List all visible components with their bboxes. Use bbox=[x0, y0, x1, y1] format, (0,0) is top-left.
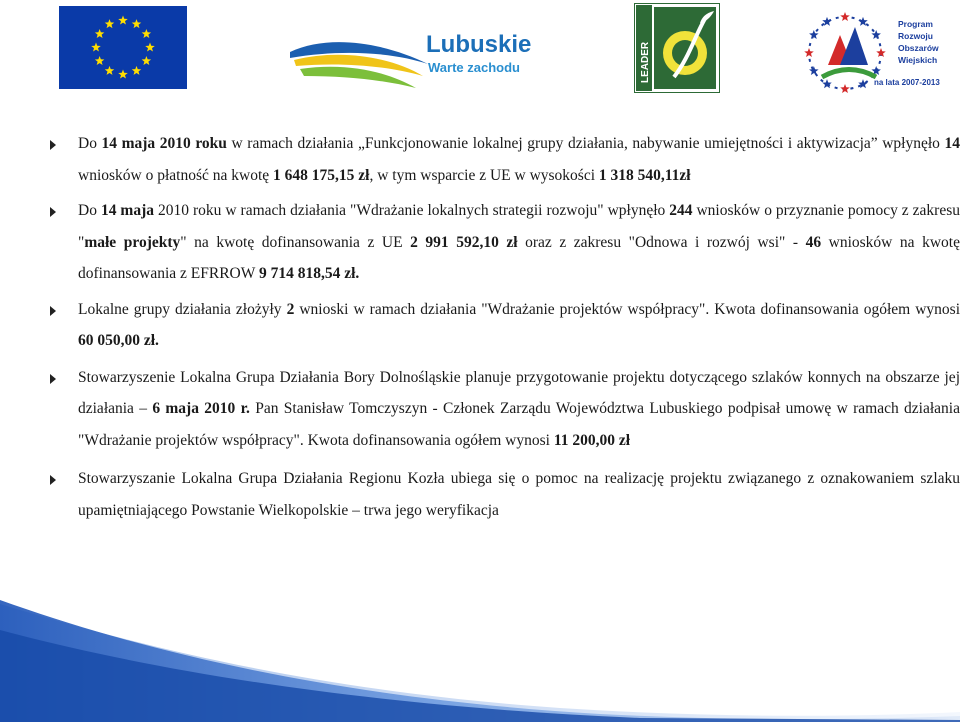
eu-flag-logo bbox=[59, 6, 187, 89]
bullet-bold-segment: 46 bbox=[805, 233, 822, 251]
bullet-bold-segment: 14 maja bbox=[100, 202, 154, 219]
bullet-bold-segment: 1 648 175,15 zł bbox=[273, 166, 370, 184]
bullet-segment: oraz z zakresu "Odnowa i rozwój wsi" - bbox=[517, 233, 806, 251]
bullet-item-3 bbox=[50, 294, 960, 357]
lubuskie-logo bbox=[288, 14, 538, 96]
bullet-segment: " na kwotę dofinansowania z UE bbox=[180, 233, 411, 251]
bullet-arrow-icon bbox=[50, 475, 56, 485]
bullet-segment: wnioski w ramach działania "Wdrażanie projektów współpracy". Kwota dofinansowania ogółem wynosi bbox=[294, 300, 960, 318]
bullet-segment: , w tym wsparcie z UE w wysokości bbox=[369, 166, 599, 184]
bullet-segment: wniosków na kwotę dofinansowania z EFRROW bbox=[78, 233, 960, 282]
bullet-bold-segment: 14 bbox=[944, 135, 960, 152]
decorative-swoosh bbox=[0, 600, 960, 722]
prow-logo bbox=[800, 5, 950, 95]
leader-vertical-text: LEADER bbox=[640, 41, 651, 83]
info-bullet-list bbox=[50, 128, 960, 526]
prow-line4: Wiejskich bbox=[898, 55, 938, 65]
prow-line5: na lata 2007-2013 bbox=[874, 78, 940, 87]
lubuskie-subtitle: Warte zachodu bbox=[428, 60, 520, 75]
bullet-arrow-icon bbox=[50, 207, 56, 217]
bullet-bold-segment: 2 bbox=[286, 300, 295, 318]
bullet-bold-segment: 6 maja 2010 r. bbox=[152, 400, 250, 417]
bullet-segment: Pan Stanisław Tomczyszyn - Członek Zarządu Województwa Lubuskiego podpisał umowę w ramach działania "Wdrażanie projektów współpracy". Kwota dofinansowania ogółem wynosi bbox=[78, 400, 960, 449]
bullet-segment: Do bbox=[78, 135, 102, 152]
prow-star-icon bbox=[840, 12, 850, 21]
bullet-item-5 bbox=[50, 463, 960, 526]
prow-star-icon bbox=[840, 84, 850, 93]
prow-line3: Obszarów bbox=[898, 43, 939, 53]
prow-line2: Rozwoju bbox=[898, 31, 933, 41]
bullet-segment: w ramach działania „Funkcjonowanie lokalnej grupy działania, nabywanie umiejętności i aktywizacja” wpłynęło bbox=[226, 135, 945, 152]
bullet-bold-segment: 14 maja 2010 roku bbox=[101, 135, 227, 152]
bullet-text bbox=[78, 369, 960, 449]
bullet-bold-segment: 1 318 540,11zł bbox=[598, 166, 691, 184]
bullet-bold-segment: 11 200,00 zł bbox=[553, 431, 631, 449]
bullet-segment: Stowarzyszenie Lokalna Grupa Działania Bory Dolnośląskie planuje przygotowanie projektu dotyczącego szlaków konnych na obszarze jej działania – bbox=[78, 368, 960, 417]
bullet-arrow-icon bbox=[50, 374, 56, 384]
bullet-bold-segment: 2 991 592,10 zł bbox=[410, 233, 518, 251]
bullet-text bbox=[78, 135, 960, 184]
bullet-arrow-icon bbox=[50, 306, 56, 316]
bullet-bold-segment: 9 714 818,54 zł. bbox=[258, 265, 360, 282]
bullet-text bbox=[78, 470, 960, 519]
prow-star-icon bbox=[804, 48, 814, 57]
bullet-bold-segment: małe projekty bbox=[84, 233, 181, 251]
bullet-text bbox=[78, 301, 960, 350]
prow-star-icon bbox=[822, 79, 832, 88]
bullet-bold-segment: 244 bbox=[669, 202, 693, 219]
leader-logo bbox=[634, 3, 720, 93]
bullet-segment: wniosków o płatność na kwotę bbox=[78, 166, 274, 184]
bullet-segment: wniosków o przyznanie pomocy z zakresu " bbox=[78, 202, 960, 251]
prow-star-icon bbox=[809, 66, 819, 75]
bullet-item-2 bbox=[50, 195, 960, 290]
lubuskie-title: Lubuskie bbox=[426, 31, 532, 58]
eu-stars-icon bbox=[59, 6, 187, 89]
bullet-segment: 2010 roku w ramach działania "Wdrażanie lokalnych strategii rozwoju" wpłynęło bbox=[154, 202, 670, 219]
bullet-text bbox=[78, 202, 960, 282]
prow-line1: Program bbox=[898, 19, 933, 29]
bullet-item-1 bbox=[50, 128, 960, 191]
bullet-item-4 bbox=[50, 362, 960, 457]
bullet-bold-segment: 60 050,00 zł. bbox=[78, 332, 159, 349]
bullet-segment: Lokalne grupy działania złożyły bbox=[78, 300, 287, 318]
bullet-segment: Stowarzyszanie Lokalna Grupa Działania Regionu Kozła ubiega się o pomoc na realizację projektu związanego z oznakowaniem szlaku upamiętniającego Powstanie Wielkopolskie – trwa jego weryfikacja bbox=[78, 470, 960, 519]
bullet-segment: Do bbox=[78, 202, 101, 219]
bullet-arrow-icon bbox=[50, 140, 56, 150]
